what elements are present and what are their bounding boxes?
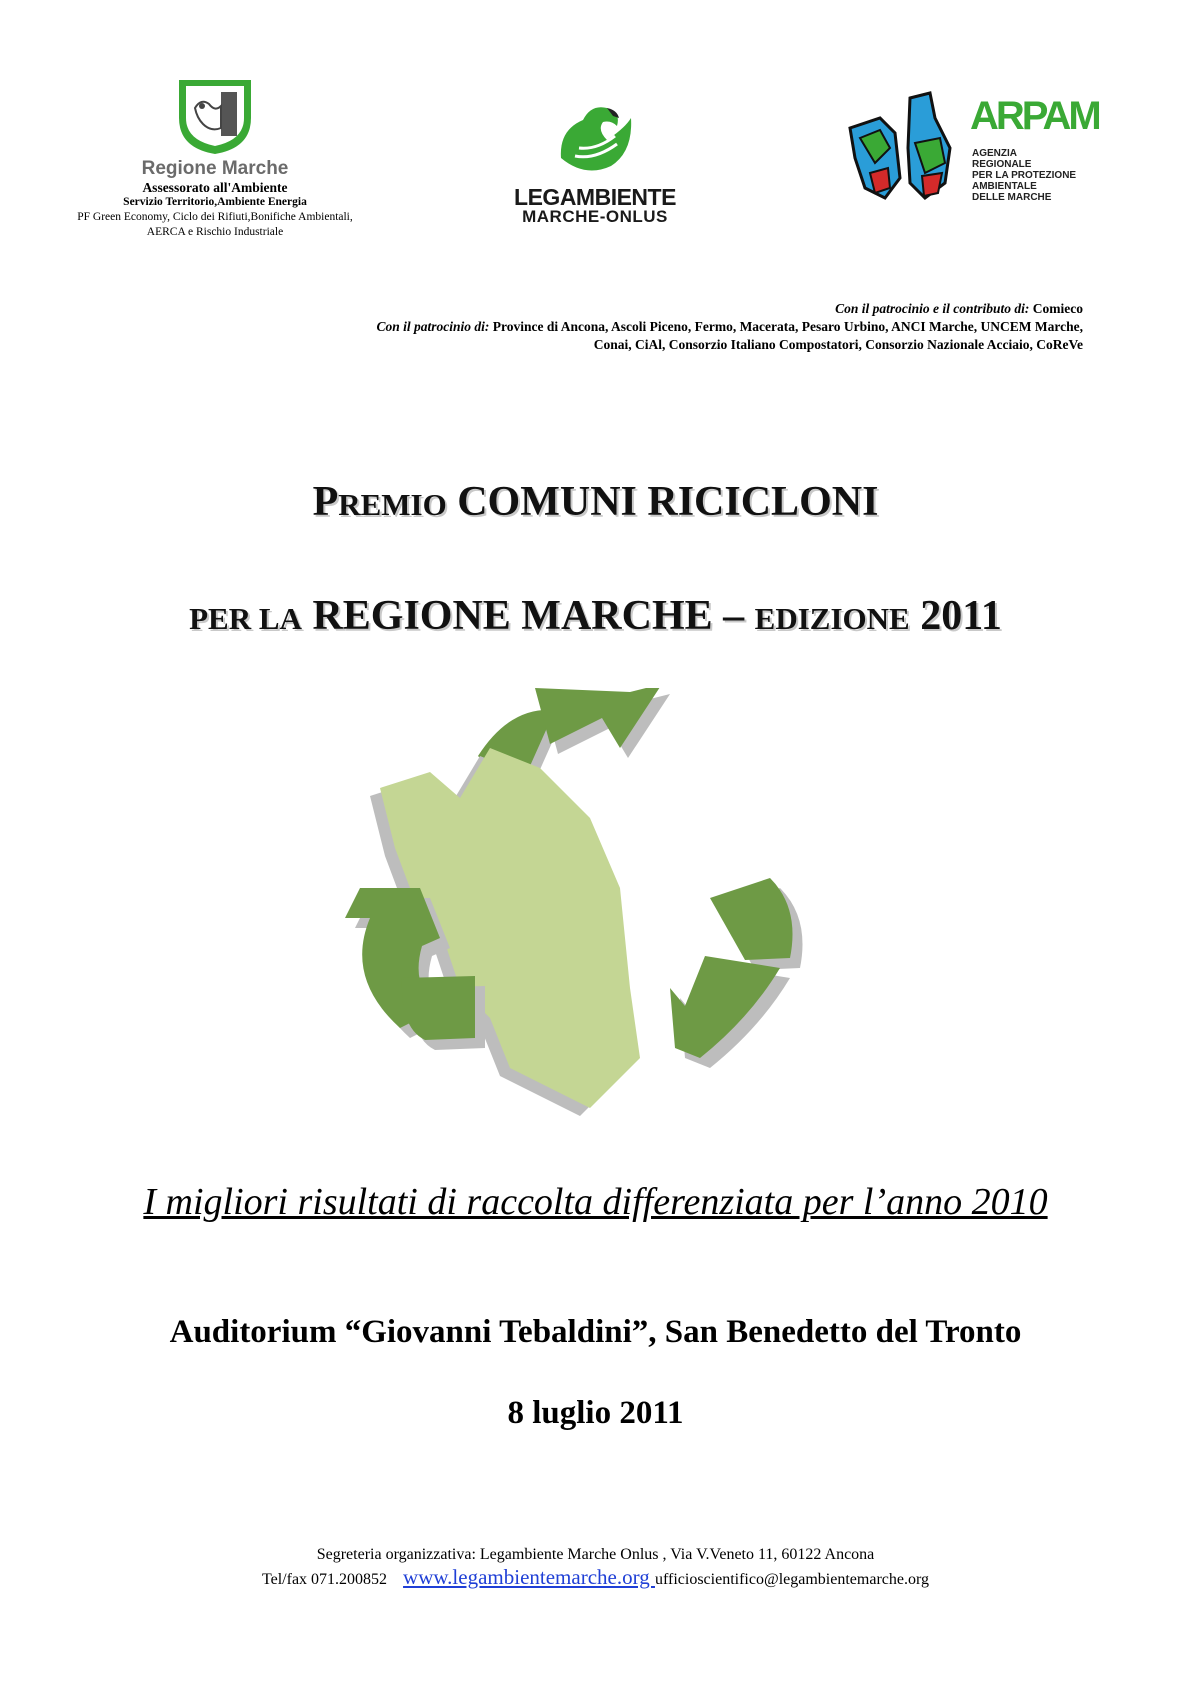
patronage-label: Con il patrocinio di: bbox=[376, 319, 490, 334]
subtitle: I migliori risultati di raccolta differenziata per l’anno 2010 bbox=[143, 1181, 1048, 1223]
title-line-1 bbox=[0, 478, 1191, 526]
patronage-line-3: Conai, CiAl, Consorzio Italiano Compostatori, Consorzio Nazionale Acciaio, CoReVe bbox=[593, 337, 1083, 352]
arpam-logo bbox=[840, 88, 1100, 223]
email-link[interactable]: ufficioscientifico@legambientemarche.org bbox=[654, 1571, 930, 1588]
regione-marche-line-4: AERCA e Rischio Industriale bbox=[146, 226, 284, 238]
arpam-desc-line: AMBIENTALE bbox=[972, 181, 1037, 192]
arpam-description bbox=[972, 148, 1102, 203]
title-main: COMUNI RICICLONI bbox=[446, 479, 879, 525]
regione-marche-line-2: Servizio Territorio,Ambiente Energia bbox=[123, 196, 307, 208]
title-cap: P bbox=[312, 479, 339, 525]
regione-marche-name: Regione Marche bbox=[141, 158, 289, 179]
legambiente-subtitle: MARCHE-ONLUS bbox=[522, 207, 668, 226]
title-main: REGIONE MARCHE – bbox=[301, 593, 755, 639]
legambiente-name: LEGAMBIENTE bbox=[514, 184, 676, 210]
title-small-caps: PER LA bbox=[189, 601, 302, 636]
swan-icon bbox=[555, 100, 635, 180]
arpam-map-icon bbox=[840, 88, 970, 218]
footer-secretariat: Segreteria organizzativa: Legambiente Marche Onlus , Via V.Veneto 11, 60122 Ancona bbox=[316, 1546, 875, 1563]
recycle-arrow-right bbox=[670, 878, 803, 1068]
title-year: 2011 bbox=[909, 593, 1002, 639]
title-small-caps: REMIO bbox=[338, 487, 447, 522]
recycle-map-illustration bbox=[340, 688, 870, 1168]
patronage-label: Con il patrocinio e il contributo di: bbox=[835, 301, 1030, 316]
patronage-block bbox=[183, 300, 1083, 354]
regione-marche-line-3: PF Green Economy, Ciclo dei Rifiuti,Bonifiche Ambientali, bbox=[77, 211, 353, 223]
arpam-desc-line: REGIONALE bbox=[972, 159, 1032, 170]
regione-marche-emblem-icon bbox=[175, 78, 255, 156]
arpam-desc-line: PER LA PROTEZIONE bbox=[972, 170, 1077, 181]
footer-telfax: Tel/fax 071.200852 bbox=[261, 1571, 388, 1588]
patronage-line-2 bbox=[183, 318, 1083, 336]
patronage-value: Comieco bbox=[1029, 301, 1083, 316]
arpam-desc-line: AGENZIA bbox=[972, 148, 1017, 159]
regione-marche-line-1: Assessorato all'Ambiente bbox=[142, 180, 288, 195]
website-link[interactable]: www.legambientemarche.org bbox=[403, 1565, 655, 1589]
patronage-line-1 bbox=[183, 300, 1083, 318]
title-small-caps: EDIZIONE bbox=[754, 601, 910, 636]
title-line-2 bbox=[0, 592, 1191, 640]
regione-marche-logo bbox=[40, 78, 390, 258]
patronage-value: Province di Ancona, Ascoli Piceno, Fermo, Macerata, Pesaro Urbino, ANCI Marche, UNCEM Marche, bbox=[489, 319, 1083, 334]
legambiente-logo bbox=[480, 100, 710, 240]
venue: Auditorium “Giovanni Tebaldini”, San Benedetto del Tronto bbox=[169, 1314, 1022, 1350]
arpam-name: ARPAM bbox=[970, 94, 1099, 138]
arpam-desc-line: DELLE MARCHE bbox=[972, 192, 1052, 203]
event-date: 8 luglio 2011 bbox=[507, 1395, 684, 1431]
footer-contacts bbox=[0, 1566, 1191, 1591]
footer bbox=[0, 1543, 1191, 1591]
